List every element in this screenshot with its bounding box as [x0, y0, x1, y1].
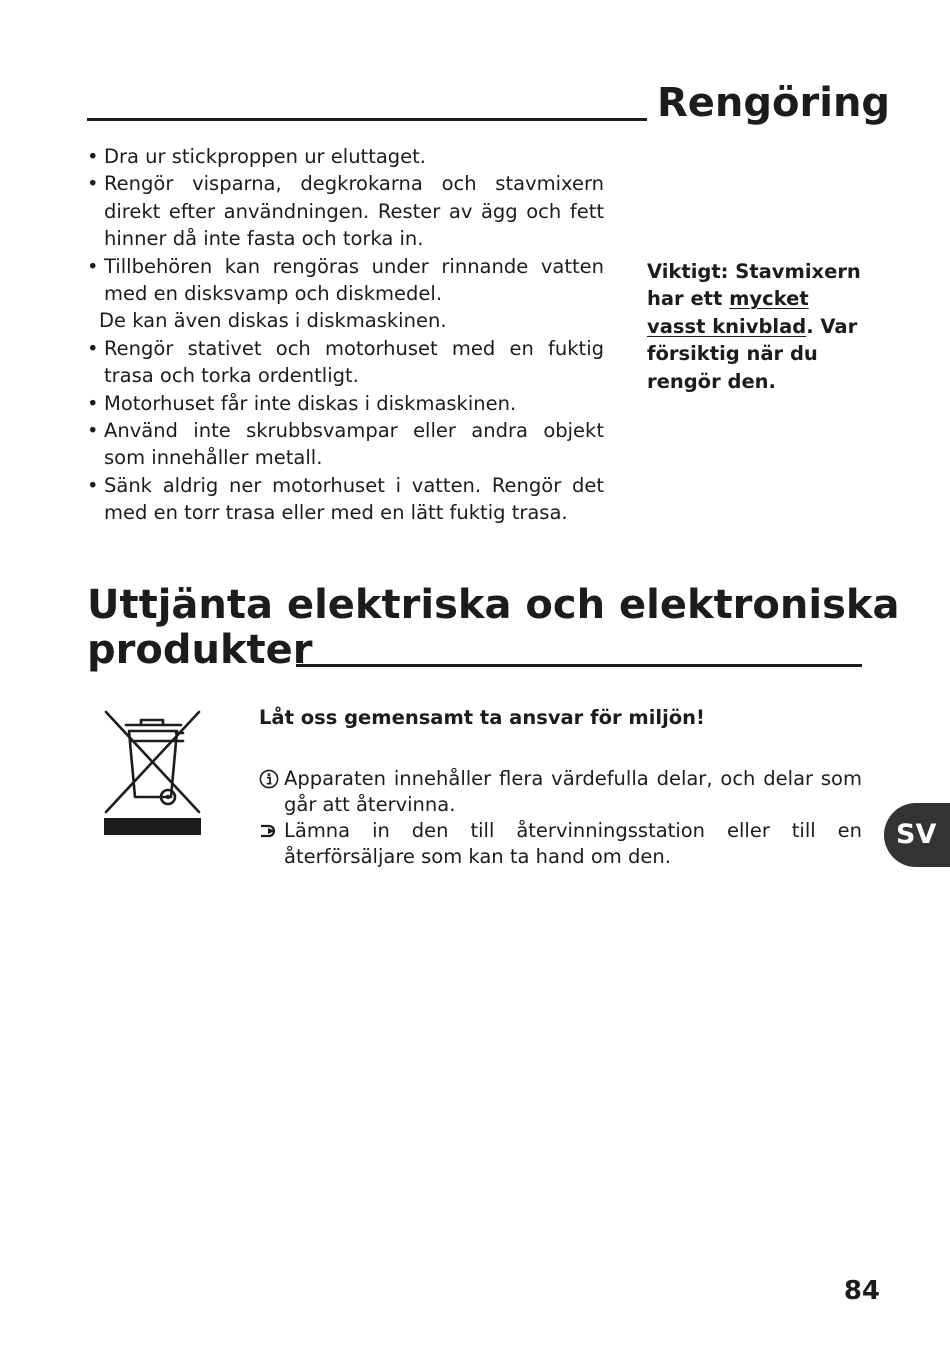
environment-subtitle: Låt oss gemensamt ta ansvar för miljön! [259, 706, 705, 729]
list-item [259, 818, 862, 870]
list-item: • Dra ur stickproppen ur eluttaget. [87, 143, 604, 170]
section-title-cleaning: Rengöring [657, 80, 891, 126]
list-item: • Använd inte skrubbsvampar eller andra objekt som innehåller metall. [87, 417, 604, 472]
section-title-disposal: Uttjänta elektriska och elektroniska [87, 582, 900, 628]
list-item: • Motorhuset får inte diskas i diskmaskinen. [87, 390, 604, 417]
list-item: • Tillbehören kan rengöras under rinnande vatten med en disksvamp och diskmedel. [87, 253, 604, 308]
weee-crossed-bin-icon [101, 709, 203, 837]
list-item: • Sänk aldrig ner motorhuset i vatten. Rengör det med en torr trasa eller med en lätt fuktig trasa. [87, 472, 604, 527]
warning-text-start: Viktigt: Stavmixern har ett [647, 260, 861, 311]
disposal-list [259, 766, 862, 870]
heading-rule [87, 118, 647, 121]
warning-emphasis: mycket vasst knivblad [647, 287, 809, 338]
heading-rule [296, 664, 862, 667]
section-title-disposal-line2: produkter [87, 627, 313, 673]
list-item: • Rengör stativet och motorhuset med en fuktig trasa och torka ordentligt. [87, 335, 604, 390]
page-number: 84 [843, 1276, 880, 1306]
info-icon [259, 769, 279, 789]
warning-text-end: . Var försiktig när du rengör den. [647, 314, 858, 393]
list-item: • Rengör visparna, degkrokarna och stavmixern direkt efter användningen. Rester av ägg och fett hinner då inte fasta och torka in. [87, 170, 604, 252]
list-item-text: Apparaten innehåller flera värdefulla delar, och delar som går att återvinna. [284, 767, 862, 816]
language-tab-label: SV [896, 819, 937, 850]
list-item [259, 766, 862, 818]
arrow-icon [259, 821, 279, 841]
warning-note [647, 258, 869, 395]
list-item: De kan även diskas i diskmaskinen. [99, 309, 447, 333]
list-item-text: Lämna in den till återvinningsstation eller till en återförsäljare som kan ta hand om den. [284, 819, 862, 868]
cleaning-instructions-list [87, 143, 604, 527]
